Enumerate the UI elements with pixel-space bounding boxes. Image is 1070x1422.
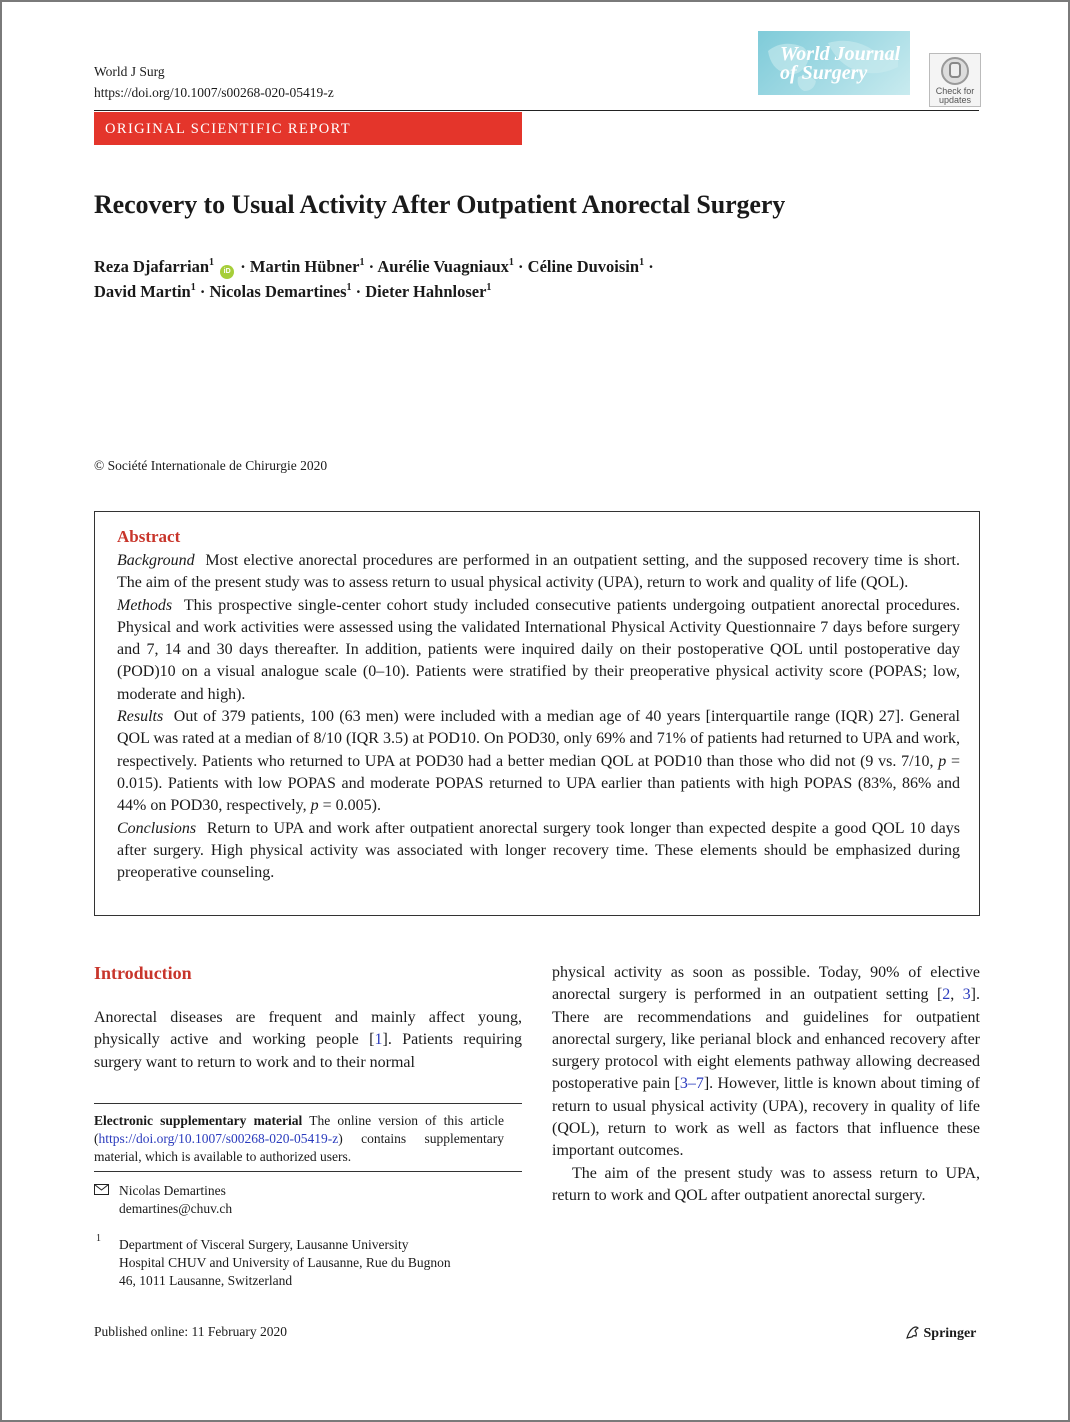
author-name[interactable]: Martin Hübner bbox=[249, 257, 360, 276]
section-text: = 0.015). Patients with low POPAS and moderate POPAS returned to UPA earlier than patients with high POPAS (83%, 86% and 44% on POD30, respectively, bbox=[117, 752, 961, 815]
article-page bbox=[2, 2, 1068, 1420]
footnote-divider bbox=[94, 1103, 522, 1104]
supplementary-label: Electronic supplementary material bbox=[94, 1113, 303, 1128]
author-separator: · bbox=[518, 257, 524, 276]
logo-line2: of Surgery bbox=[780, 62, 868, 84]
citation-separator: , bbox=[950, 986, 963, 1004]
article-title: Recovery to Usual Activity After Outpatient Anorectal Surgery bbox=[94, 190, 786, 219]
correspondence-name: Nicolas Demartines bbox=[119, 1183, 226, 1198]
introduction-heading: Introduction bbox=[94, 963, 192, 983]
author-name[interactable]: Reza Djafarrian bbox=[94, 257, 210, 276]
section-text: This prospective single-center cohort study included consecutive patients undergoing outpatient anorectal procedures. Physical and work activities were assessed using the validated International Physical Activity Questionnaire 7 days before surgery and 7, 14 and 30 days thereafter. In addition, patients were inquired daily on their postoperative QOL until postoperative day (POD)10 on a visual analogue scale (0–10). Patients were stratified by their preoperative physical activity score (POPAS; low, moderate and high). bbox=[117, 596, 960, 703]
affil-marker: 1 bbox=[359, 257, 365, 268]
section-label: Methods bbox=[117, 596, 173, 614]
section-text: Return to UPA and work after outpatient anorectal surgery took longer than expected despite a good QOL 10 days after surgery. High physical activity was associated with longer recovery time. These elements should be emphasized during preoperative counseling. bbox=[117, 819, 960, 882]
affil-marker: 1 bbox=[639, 257, 645, 268]
section-text: Out of 379 patients, 100 (63 men) were included with a median age of 40 years [interquartile range (IQR) 27]. General QOL was rated at a median of 8/10 (IQR 3.5) at POD10. On POD30, only 69% and 71% of patients had returned to UPA and work, respectively. Patients who returned to UPA at POD30 had a better median QOL at POD10 than those who did not (9 vs. 7/10, bbox=[117, 708, 961, 770]
copyright-notice: © Société Internationale de Chirurgie 2020 bbox=[94, 458, 328, 473]
supplementary-link[interactable]: https://doi.org/10.1007/s00268-020-05419-z bbox=[98, 1131, 339, 1146]
section-text: = 0.005). bbox=[318, 797, 381, 815]
abstract-background bbox=[117, 550, 960, 595]
section-text: Most elective anorectal procedures are performed in an outpatient setting, and the supposed recovery time is short. The aim of the present study was to assess return to usual physical activity (UPA), return to work and quality of life (QOL). bbox=[117, 552, 960, 592]
p-symbol: p bbox=[938, 752, 947, 770]
citation-link[interactable]: 3 bbox=[962, 986, 971, 1004]
author-name[interactable]: Céline Duvoisin bbox=[527, 257, 640, 276]
abstract-body bbox=[117, 550, 960, 884]
supplementary-text: The online version of this article ( bbox=[94, 1113, 504, 1146]
doi-link[interactable]: https://doi.org/10.1007/s00268-020-05419-z bbox=[94, 85, 334, 100]
header-divider bbox=[94, 110, 979, 111]
section-label: Results bbox=[117, 708, 164, 726]
footnote-divider bbox=[94, 1171, 522, 1172]
abstract-results bbox=[117, 706, 960, 817]
author-separator: · bbox=[199, 282, 206, 301]
affil-marker: 1 bbox=[508, 257, 514, 268]
supplementary-note bbox=[94, 1112, 504, 1166]
check-line2: updates bbox=[938, 95, 972, 105]
correspondence-email[interactable]: demartines@chuv.ch bbox=[119, 1201, 233, 1216]
body-text: physical activity as soon as possible. Today, 90% of elective anorectal surgery is performed in an outpatient setting [ bbox=[552, 964, 980, 1004]
section-label: Background bbox=[117, 552, 195, 569]
publisher-name: Springer bbox=[923, 1326, 977, 1341]
author-separator: · bbox=[368, 257, 375, 276]
author-name[interactable]: Dieter Hahnloser bbox=[365, 282, 487, 301]
publisher-logo bbox=[904, 1324, 976, 1342]
affil-marker: 1 bbox=[190, 282, 196, 293]
intro-right-column bbox=[552, 962, 980, 1207]
author-name[interactable]: David Martin bbox=[94, 282, 191, 301]
published-date: Published online: 11 February 2020 bbox=[94, 1324, 287, 1339]
affiliation-line: Hospital CHUV and University of Lausanne, Rue du Bugnon bbox=[119, 1255, 451, 1270]
citation-link[interactable]: 2 bbox=[942, 986, 951, 1004]
citation-link[interactable]: 3–7 bbox=[679, 1075, 704, 1093]
bookmark-icon bbox=[941, 57, 969, 85]
body-text: ]. However, little is known about timing of return to usual physical activity (UPA), recovery in quality of life (QOL), return to work as well as factors that influence these important outcomes. bbox=[552, 1075, 980, 1160]
affiliation-number: 1 bbox=[96, 1233, 101, 1244]
intro-left-column bbox=[94, 1007, 522, 1074]
citation-link[interactable]: 1 bbox=[374, 1031, 383, 1049]
author-separator: · bbox=[648, 257, 654, 276]
body-text: Anorectal diseases are frequent and mainly affect young, physically active and working people [ bbox=[94, 1009, 522, 1049]
author-name[interactable]: Nicolas Demartines bbox=[209, 282, 347, 301]
abstract-conclusions bbox=[117, 818, 960, 885]
authors-line1 bbox=[94, 255, 654, 279]
affil-marker: 1 bbox=[346, 282, 352, 293]
envelope-icon bbox=[94, 1182, 109, 1200]
category-banner: ORIGINAL SCIENTIFIC REPORT bbox=[94, 112, 522, 145]
body-text: ]. There are recommendations and guidelines for outpatient anorectal surgery, like perianal block and enhanced recovery after surgery protocol with eight elements pathway allowing decreased postoperative pain [ bbox=[552, 986, 980, 1093]
affil-marker: 1 bbox=[209, 257, 215, 268]
orcid-icon[interactable]: iD bbox=[220, 265, 234, 279]
journal-abbrev: World J Surg bbox=[94, 64, 165, 79]
abstract-methods bbox=[117, 595, 960, 706]
springer-horse-icon bbox=[904, 1324, 920, 1340]
affil-marker: 1 bbox=[486, 282, 492, 293]
logo-line1: World Journal bbox=[780, 43, 901, 65]
p-symbol: p bbox=[310, 797, 319, 815]
author-separator: · bbox=[240, 257, 246, 276]
affiliation-line: 46, 1011 Lausanne, Switzerland bbox=[119, 1273, 293, 1288]
author-name[interactable]: Aurélie Vuagniaux bbox=[377, 257, 509, 276]
authors-line2 bbox=[94, 280, 491, 304]
body-paragraph: The aim of the present study was to assess return to UPA, return to work and QOL after outpatient anorectal surgery. bbox=[552, 1164, 980, 1204]
abstract-heading: Abstract bbox=[117, 527, 181, 546]
body-text: ]. Patients requiring surgery want to return to work and to their normal bbox=[94, 1031, 522, 1071]
check-line1: Check for bbox=[935, 86, 975, 96]
check-for-updates-button[interactable] bbox=[929, 53, 981, 107]
section-label: Conclusions bbox=[117, 819, 197, 837]
supplementary-text: ) contains supplementary material, which is available to authorized users. bbox=[94, 1131, 504, 1164]
affiliation-line: Department of Visceral Surgery, Lausanne University bbox=[119, 1237, 409, 1252]
journal-logo[interactable] bbox=[758, 31, 910, 95]
author-separator: · bbox=[355, 282, 362, 301]
